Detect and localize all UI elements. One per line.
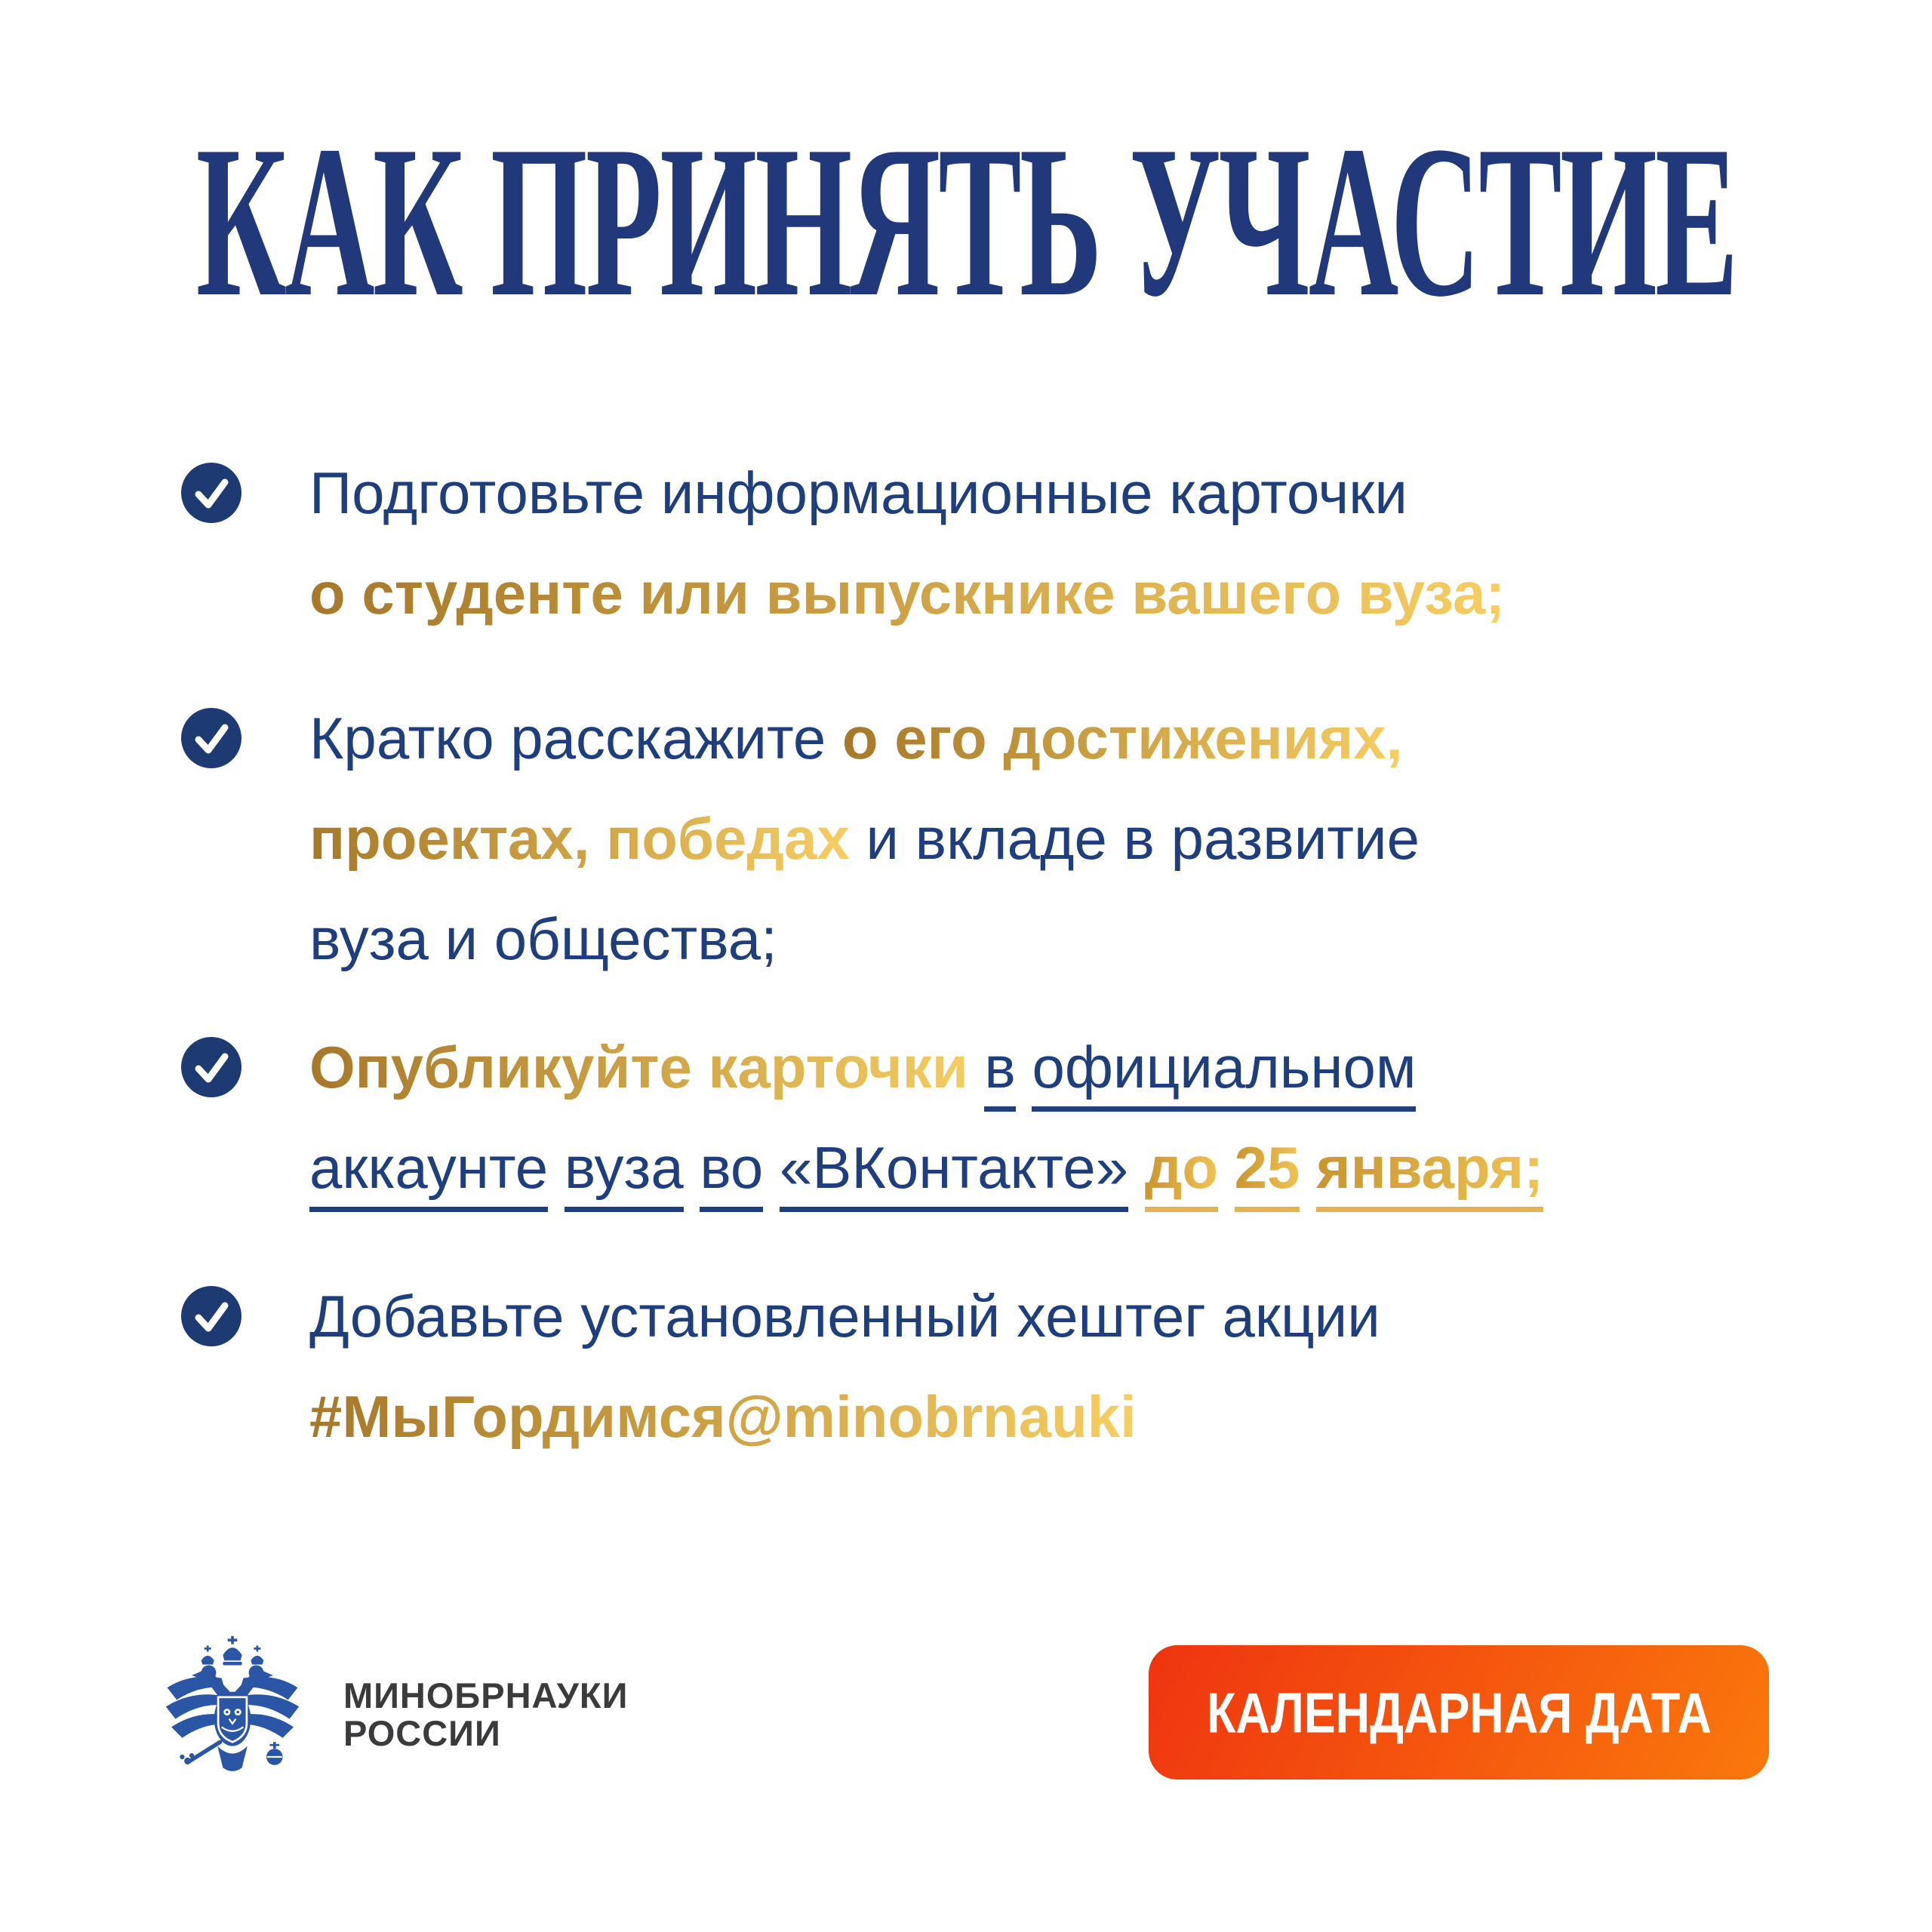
text-segment: Опубликуйте карточки bbox=[309, 1034, 985, 1100]
bullet-line bbox=[309, 1017, 1543, 1118]
ministry-name-line1: МИНОБРНАУКИ bbox=[343, 1675, 629, 1715]
text-segment: #МыГордимся@minobrnauki bbox=[309, 1383, 1137, 1450]
calendar-date-button[interactable] bbox=[1149, 1645, 1769, 1780]
text-segment: и вкладе в развитие bbox=[849, 805, 1420, 872]
text-segment: вуза и общества; bbox=[309, 906, 777, 972]
text-segment: проектах, победах bbox=[309, 805, 850, 872]
bullet-line bbox=[309, 443, 1505, 543]
bullet-text bbox=[309, 688, 1420, 989]
text-segment: Подготовьте информационные карточки bbox=[309, 460, 1407, 526]
text-segment: Добавьте установленный хештег акции bbox=[309, 1283, 1380, 1349]
bullet-line bbox=[309, 543, 1505, 644]
ministry-name-line2: РОССИИ bbox=[343, 1713, 501, 1753]
page-title bbox=[0, 101, 1932, 342]
check-icon bbox=[181, 1286, 242, 1346]
bullet-line bbox=[309, 889, 1420, 989]
list-item bbox=[181, 1266, 1380, 1467]
ministry-name bbox=[343, 1677, 628, 1752]
text-segment: Кратко расскажите bbox=[309, 705, 842, 771]
text-segment: аккаунте вуза во «ВКонтакте» bbox=[309, 1134, 1145, 1201]
page-title-text: КАК ПРИНЯТЬ УЧАСТИЕ bbox=[195, 101, 1737, 342]
text-segment: в официальном bbox=[984, 1034, 1416, 1100]
bullet-text bbox=[309, 1266, 1380, 1467]
bullet-line bbox=[309, 1266, 1380, 1367]
bullet-line bbox=[309, 688, 1420, 789]
calendar-date-button-label: КАЛЕНДАРНАЯ ДАТА bbox=[1206, 1680, 1712, 1745]
bullet-line bbox=[309, 789, 1420, 889]
check-icon bbox=[181, 708, 242, 768]
bullet-line bbox=[309, 1118, 1543, 1218]
check-icon bbox=[181, 1037, 242, 1097]
list-item bbox=[181, 1017, 1543, 1218]
bullet-text bbox=[309, 1017, 1543, 1218]
double-headed-eagle-icon bbox=[165, 1635, 300, 1784]
bullet-text bbox=[309, 443, 1505, 644]
text-segment: до 25 января; bbox=[1145, 1134, 1543, 1201]
text-segment: о студенте или выпускнике вашего вуза; bbox=[309, 560, 1506, 626]
list-item bbox=[181, 688, 1420, 989]
check-icon bbox=[181, 463, 242, 523]
bullet-line bbox=[309, 1367, 1380, 1467]
text-segment: о его достижениях, bbox=[841, 705, 1403, 771]
list-item bbox=[181, 443, 1505, 644]
